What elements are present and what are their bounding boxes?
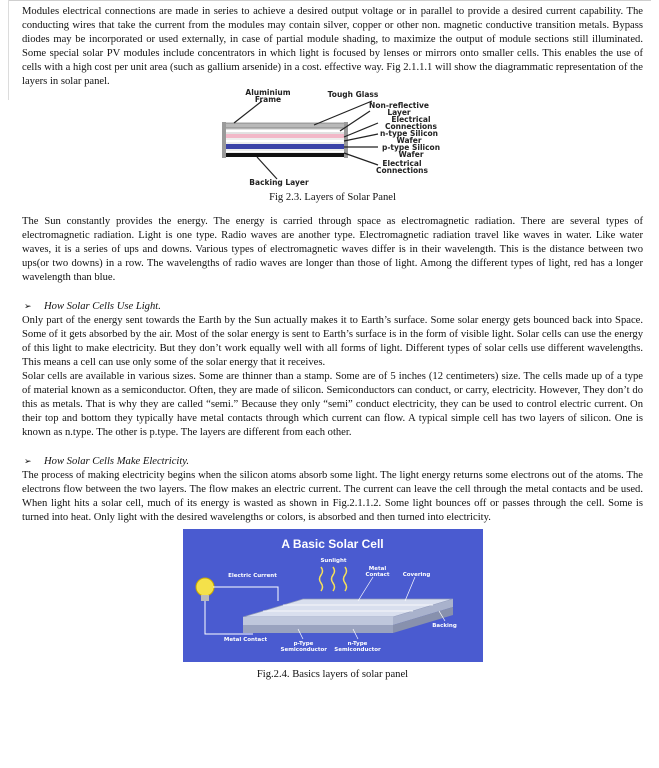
paragraph-energy-to-earth: Only part of the energy sent towards the Earth by the Sun actually makes it to Earth’s surface. Some solar energy gets bounced back into Space. Some of it gets absorbed by the air. Most of the solar energy is sent to Earth’s surface is in the form of visible light. Solar cells can use the energy of this light to make electricity. But they don’t work equally well with all forms of light. Different types of solar cells use different wavelengths. This means a cell can use only some of the solar energy that it receives. [22, 315, 643, 368]
label-n-type-silicon: n-type Silicon Wafer [379, 129, 439, 145]
figure2-title: A Basic Solar Cell [281, 537, 384, 551]
heading-text: How Solar Cells Make Electricity. [44, 456, 190, 467]
arrow-bullet-icon: ➢ [24, 301, 32, 311]
label-backing-layer: Backing Layer [249, 178, 309, 187]
label-p-type-semiconductor: p-Type Semiconductor [280, 641, 327, 653]
page-border-left [8, 0, 9, 100]
page-border-top [8, 0, 651, 1]
label-aluminium-frame: Aluminium Frame [245, 88, 291, 104]
paragraph-modules: Modules electrical connections are made in series to achieve a desired output voltage or in parallel to provide a desired current capability. The conducting wires that take the current from the modules may contain silver, copper or other non. magnetic conductive transition metals. Bypass diodes may be incorporated or used externally, in case of partial module shading, to maximize the output of module sections still illuminated. Some special solar PV modules include concentrators in which light is focused by lenses or mirrors onto smaller cells. This enables the use of cells with a high cost per unit area (such as gallium arsenide) in a cost. effective way. Fig 2.1.1.1 will show the diagrammatic representation of the layers in solar panel. [22, 6, 643, 87]
heading-text: How Solar Cells Use Light. [44, 301, 161, 312]
label-non-reflective-layer: Non-reflective Layer [369, 101, 429, 117]
label-metal-contact-top: Metal Contact [365, 566, 390, 578]
label-metal-contact-bottom: Metal Contact [223, 637, 268, 643]
heading-how-cells-make-electricity [24, 454, 643, 469]
label-electrical-connections-top: Electrical Connections [385, 115, 437, 131]
figure-solar-layers [22, 89, 643, 204]
solar-layers-diagram [22, 89, 643, 204]
label-covering: Covering [402, 572, 431, 578]
label-tough-glass: Tough Glass [327, 90, 379, 99]
paragraph-cell-sizes: Solar cells are available in various sizes. Some are thinner than a stamp. Some are of 5 inches (12 centimeters) size. The cells made up of a type of material known as a semiconductor. Often, they are made of silicon. Semiconductors can conduct, or carry, electricity. However, They don’t do this as metals. That is why they are called “semi.” Because they only “semi” conduct electricity, they can be used to control electric current. On their top and bottom they typically have metal contacts through which current can flow. A typical simple cell has two layers of silicon. One is known as n.type. The other is p.type. The layers are different from each other. [22, 371, 643, 438]
figure2-caption: Fig.2.4. Basics layers of solar panel [256, 669, 409, 680]
paragraph-sun-energy: The Sun constantly provides the energy. The energy is carried through space as electromagnetic radiation. There are several types of electromagnetic radiation. Light is one type. Radio waves are another type. Electromagnetic radiation travel like waves in water. Like water waves, it is a series of ups and downs. Various types of electromagnetic waves differ is in their wavelength. This is the distance between two ups(or two downs) in a row. The wavelengths of radio waves are longer than those of light. Among the different types of light, red has a longer wavelength than blue. [22, 216, 643, 283]
label-electrical-connections-bottom: Electrical Connections [376, 159, 428, 175]
document-page [22, 5, 643, 682]
figure1-caption: Fig 2.3. Layers of Solar Panel [269, 192, 396, 203]
label-sunlight: Sunlight [320, 558, 347, 564]
label-n-type-semiconductor: n-Type Semiconductor [334, 641, 381, 653]
label-electric-current: Electric Current [228, 573, 277, 579]
paragraph-making-electricity: The process of making electricity begins when the silicon atoms absorb some light. The light energy returns some electrons out of the atoms. The electrons flow between the two layers. The flow makes an electric current. The current can leave the cell through the metal contacts and be used. When light hits a solar cell, much of its energy is wasted as shown in Fig.2.1.1.2. Some light bounces off or passes through the cell. Some is turned into heat. Only light with the desired wavelengths or colors, is absorbed and then turned into electricity. [22, 470, 643, 523]
heading-how-cells-use-light [24, 299, 643, 314]
figure-basic-solar-cell [183, 529, 483, 662]
arrow-bullet-icon: ➢ [24, 456, 32, 466]
label-p-type-silicon: p-type Silicon Wafer [381, 143, 441, 159]
label-backing: Backing [432, 623, 457, 629]
